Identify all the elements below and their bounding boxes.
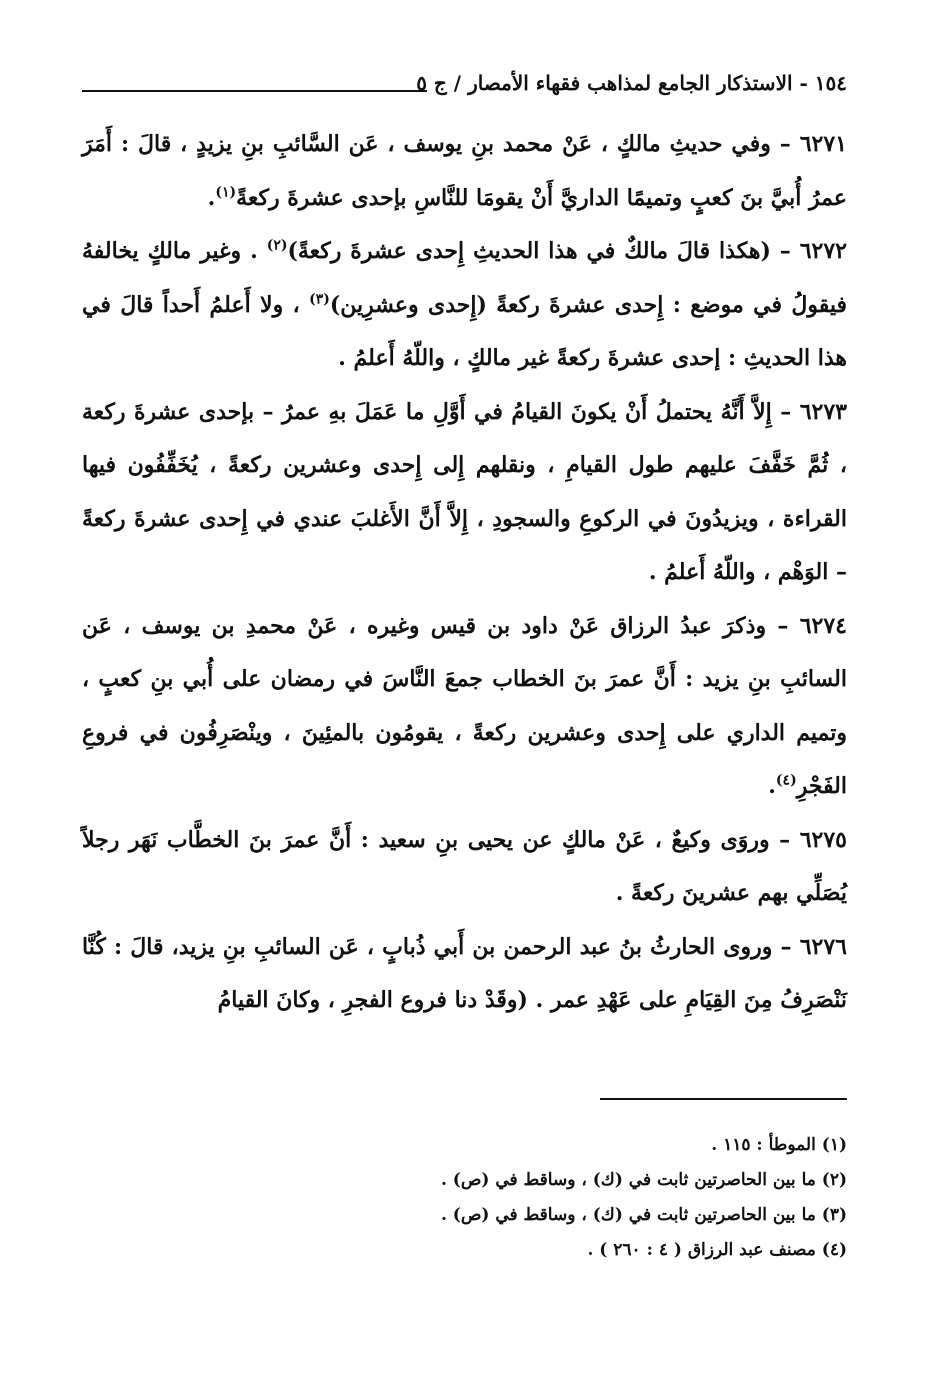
footnote-2: (٢) ما بين الحاصرتين ثابت في (ك) ، وساقط في (ص) . xyxy=(440,1170,847,1190)
footnote-ref-1: (١) xyxy=(215,184,237,201)
header-rule xyxy=(82,90,427,92)
page-number: ١٥٤ xyxy=(814,71,847,95)
footnote-3: (٣) ما بين الحاصرتين ثابت في (ك) ، وساقط في (ص) . xyxy=(440,1205,847,1225)
paragraph-number: ٦٢٧٢ xyxy=(799,238,847,264)
paragraph-number: ٦٢٧١ xyxy=(799,131,847,157)
footnote-4: (٤) مصنف عبد الرزاق ( ٤ : ٢٦٠ ) . xyxy=(587,1240,847,1260)
paragraph-6274 xyxy=(82,600,847,814)
footnote-separator xyxy=(600,1098,847,1100)
paragraph-end: . xyxy=(768,773,776,799)
paragraph-6276 xyxy=(82,921,847,1028)
main-text xyxy=(82,118,847,1028)
paragraph-number: ٦٢٧٤ xyxy=(799,612,847,639)
paragraph-6273 xyxy=(82,386,847,600)
paragraph-end: . xyxy=(207,184,216,211)
footnote-ref-2: (٢) xyxy=(266,237,288,254)
paragraph-text: – إِلاَّ أَنَّهُ يحتملُ أَنْ يكونَ القيامُ في أَوَّلِ ما عَمَلَ بهِ عمرُ – بإحدى عشرةَ ركعة ، ثُمَّ خَفَّفَ عليهم طول القيامِ ، ونقلهم إِلى إِحدى وعشرين ركعةً ، يُخَفِّفُون فيها القراءة ، ويزيدُونَ في الركوعِ والسجودِ ، إِلاَّ أَنَّ الأَغلبَ عندي في إِحدى عشرةَ ركعةً – الوَهْم ، واللّهُ أَعلمُ . xyxy=(82,398,847,585)
paragraph-text-cont-2: ، ولا أَعلمُ أَحداً قالَ في هذا الحديثِ : إحدى عشرةَ ركعةً غير مالكٍ ، واللّهُ أَعلمُ . xyxy=(82,291,847,371)
paragraph-number: ٦٢٧٦ xyxy=(799,933,847,960)
paragraph-text: – وروى الحارثُ بنُ عبد الرحمن بن أَبي ذُبابٍ ، عَن السائبِ بنِ يزيد، قالَ : كُنَّا نَنْصَرِفُ مِنَ القِيَامِ على عَهْدِ عمر . (وقَدْ دنا فروع الفجرِ ، وكانَ القيامُ xyxy=(82,933,847,1013)
paragraph-number: ٦٢٧٣ xyxy=(799,398,847,425)
footnote-1: (١) الموطأ : ١١٥ . xyxy=(711,1135,847,1155)
paragraph-text: – وفي حديثِ مالكٍ ، عَنْ محمد بنِ يوسف ، عَن السَّائبِ بنِ يزيدٍ ، قالَ : أَمَرَ عمرُ أُبيَّ بنَ كعبٍ وتميمًا الداريَّ أَنْ يقومَا للنَّاسِ بإحدى عشرةَ ركعةً xyxy=(82,131,847,211)
paragraph-text: – وذكرَ عبدُ الرزاق عَنْ داود بن قيس وغيره ، عَنْ محمدِ بن يوسف ، عَن السائبِ بنِ يزيد : أَنَّ عمرَ بنَ الخطاب جمعَ النَّاسَ في رمضان على أُبي بنِ كعبٍ ، وتميم الداري على إِحدى وعشرين ركعةً ، يقومُون بالمئِينَ ، وينْصَرِفُون في فروعِ الفَجْرِ xyxy=(82,612,847,799)
footnote-ref-3: (٣) xyxy=(309,291,330,308)
paragraph-number: ٦٢٧٥ xyxy=(799,826,847,853)
book-title: الاستذكار الجامع لمذاهب فقهاء الأمصار / ج ٥ xyxy=(416,71,793,95)
paragraph-text-cont: . وغير مالكٍ يخالفهُ فيقولُ في موضع : إِحدى عشرةَ ركعةً (إِحدى وعشرِين) xyxy=(82,238,847,318)
paragraph-text: – وروَى وكيعٌ ، عَنْ مالكٍ عن يحيى بنِ سعيد : أَنَّ عمرَ بنَ الخطَّاب نَهَر رجلاً يُصَلِّي بهم عشرينَ ركعةً . xyxy=(82,826,847,906)
header-dash: - xyxy=(792,71,808,95)
page-header xyxy=(82,68,847,102)
paragraph-6271 xyxy=(82,118,847,225)
paragraph-6275 xyxy=(82,814,847,921)
paragraph-text: – (هكذا قالَ مالكٌ في هذا الحديثِ إِحدى عشرةَ ركعةً) xyxy=(287,238,791,264)
paragraph-6272 xyxy=(82,225,847,386)
running-header xyxy=(416,68,847,98)
footnote-ref-4: (٤) xyxy=(775,772,797,789)
footnotes xyxy=(82,1128,847,1268)
